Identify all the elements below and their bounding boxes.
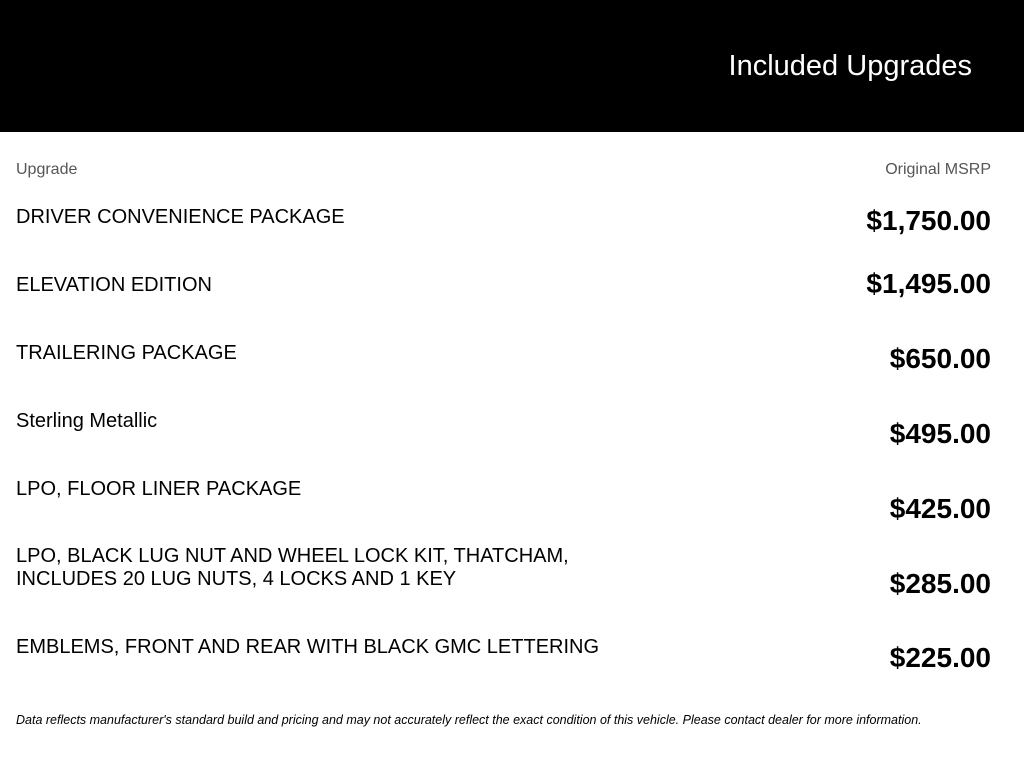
upgrade-price: $1,750.00 — [866, 205, 991, 236]
upgrade-price: $225.00 — [889, 642, 991, 673]
list-item — [16, 636, 991, 696]
upgrade-name: EMBLEMS, FRONT AND REAR WITH BLACK GMC LETTERING — [16, 636, 600, 658]
list-item — [16, 342, 991, 410]
list-item — [16, 478, 991, 545]
list-item — [16, 545, 991, 636]
upgrade-name: DRIVER CONVENIENCE PACKAGE — [16, 206, 345, 228]
upgrade-price: $285.00 — [889, 568, 991, 599]
upgrade-column-header: Upgrade — [16, 161, 78, 178]
msrp-column-header: Original MSRP — [885, 161, 991, 178]
upgrade-price: $650.00 — [889, 343, 991, 374]
upgrade-price: $1,495.00 — [866, 268, 991, 299]
list-item — [16, 206, 991, 274]
upgrade-price: $425.00 — [889, 493, 991, 524]
upgrade-name: LPO, BLACK LUG NUT AND WHEEL LOCK KIT, THATCHAM, INCLUDES 20 LUG NUTS, 4 LOCKS AND 1 KEY — [16, 545, 569, 590]
upgrade-price: $495.00 — [889, 418, 991, 449]
upgrade-name: Sterling Metallic — [16, 410, 158, 432]
upgrades-list — [16, 206, 991, 696]
page-header — [0, 0, 1024, 132]
page-title: Included Upgrades — [728, 50, 972, 82]
upgrade-name: TRAILERING PACKAGE — [16, 342, 237, 364]
disclaimer-note: Data reflects manufacturer's standard build and pricing and may not accurately reflect the exact condition of this vehicle. Please contact dealer for more information. — [16, 713, 922, 727]
upgrade-name: ELEVATION EDITION — [16, 274, 212, 296]
upgrade-name: LPO, FLOOR LINER PACKAGE — [16, 478, 302, 500]
list-item — [16, 410, 991, 478]
list-item — [16, 268, 991, 342]
